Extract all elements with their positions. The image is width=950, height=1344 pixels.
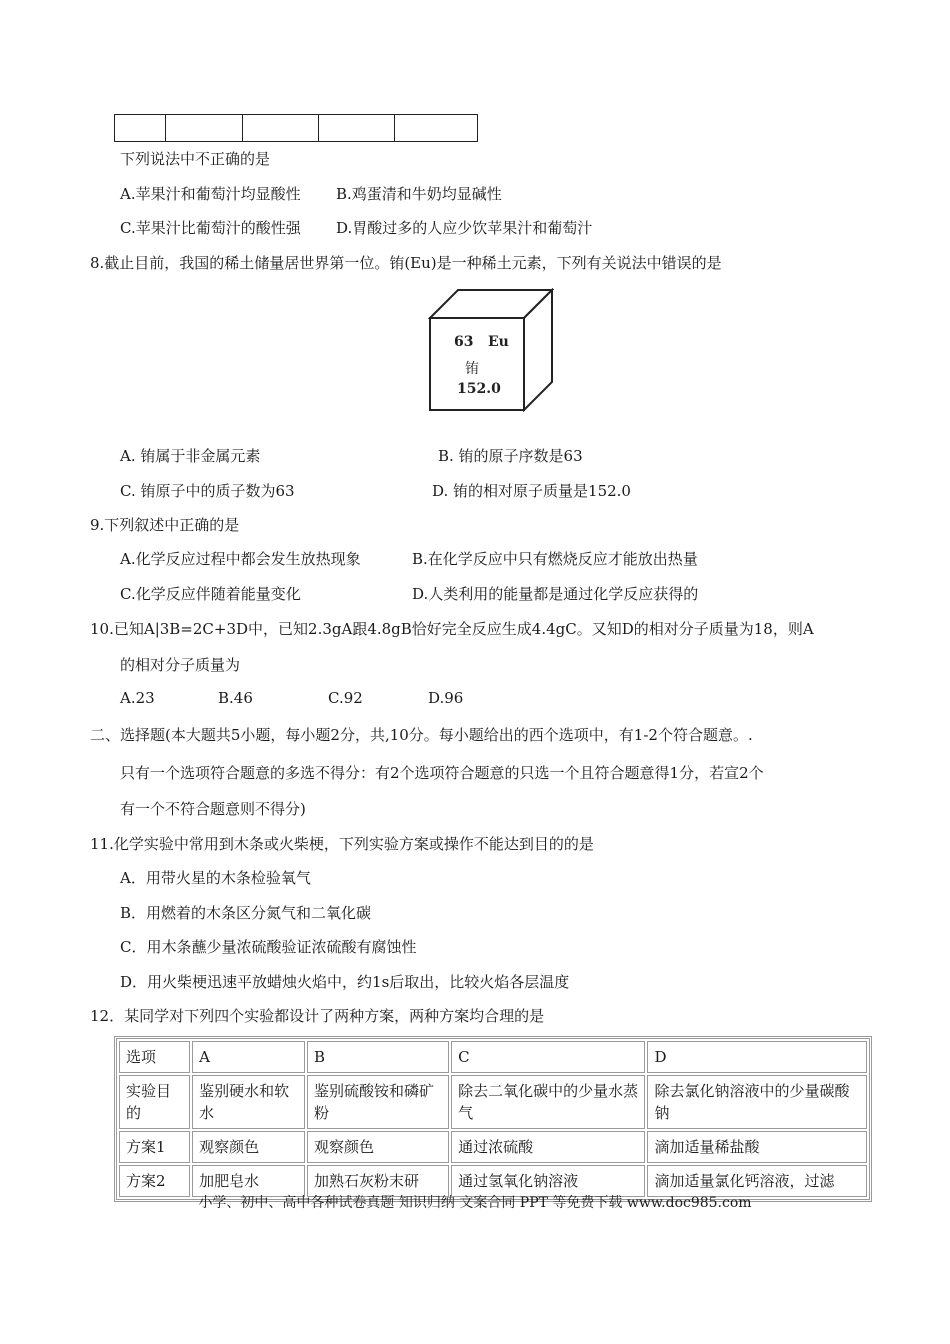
q8-stem: 8.截止目前，我国的稀土储量居世界第一位。铕(Eu)是一种稀土元素，下列有关说法中错误的是 — [90, 254, 722, 272]
table-row — [119, 1131, 867, 1163]
tile-symbol: Eu — [488, 334, 509, 350]
table-cell — [395, 115, 478, 142]
section2-instructions-line1: 二、选择题(本大题共5小题，每小题2分，共,10分。每小题给出的西个选项中，有1-2个符合题意。. — [90, 726, 753, 744]
table-cell: 观察颜色 — [192, 1131, 305, 1163]
q10-stem-line1: 10.已知A|3B=2C+3D中，已知2.3gA跟4.8gB恰好完全反应生成4.4gC。又知D的相对分子质量为18，则A — [90, 620, 814, 638]
table-cell: 方案1 — [119, 1131, 190, 1163]
page-footer: 小学、初中、高中各种试卷真题 知识归纳 文案合同 PPT 等免费下载 www.doc985.com — [198, 1195, 752, 1211]
q8-option-b: B. 铕的原子序数是63 — [438, 447, 583, 465]
tile-atomic-mass: 152.0 — [457, 381, 501, 397]
tile-element-name: 铕 — [465, 361, 479, 377]
q7-stem: 下列说法中不正确的是 — [120, 150, 271, 168]
table-cell: 加肥皂水 — [192, 1165, 305, 1197]
table-cell: 通过氢氧化钠溶液 — [451, 1165, 645, 1197]
table-row — [119, 1075, 867, 1129]
table-cell — [115, 115, 166, 142]
q9-option-c: C.化学反应伴随着能量变化 — [120, 585, 301, 603]
table-row — [119, 1041, 867, 1073]
q8-option-d: D. 铕的相对原子质量是152.0 — [432, 482, 631, 500]
q10-option-d: D.96 — [428, 689, 464, 707]
table-cell: A — [192, 1041, 305, 1073]
q9-option-d: D.人类利用的能量都是通过化学反应获得的 — [412, 585, 699, 603]
table-cell: 鉴别硫酸铵和磷矿粉 — [307, 1075, 449, 1129]
table-cell — [166, 115, 243, 142]
q11-option-a: A．用带火星的木条检验氧气 — [120, 869, 311, 887]
q10-option-c: C.92 — [328, 689, 363, 707]
q10-option-a: A.23 — [120, 689, 155, 707]
q11-option-b: B．用燃着的木条区分氮气和二氧化碳 — [120, 904, 372, 922]
table-cell: 加熟石灰粉末研 — [307, 1165, 449, 1197]
table-cell: 除去氯化钠溶液中的少量碳酸钠 — [647, 1075, 867, 1129]
q8-option-c: C. 铕原子中的质子数为63 — [120, 482, 295, 500]
q10-option-b: B.46 — [218, 689, 253, 707]
table-cell: C — [451, 1041, 645, 1073]
section2-instructions-line3: 有一个不符合题意则不得分) — [120, 800, 306, 818]
q11-option-d: D．用火柴梗迅速平放蜡烛火焰中，约1s后取出，比较火焰各层温度 — [120, 973, 570, 991]
tile-atomic-number: 63 — [454, 334, 474, 350]
q10-stem-line2: 的相对分子质量为 — [120, 656, 241, 674]
table-cell — [243, 115, 319, 142]
q9-option-a: A.化学反应过程中都会发生放热现象 — [120, 550, 361, 568]
q11-option-c: C．用木条蘸少量浓硫酸验证浓硫酸有腐蚀性 — [120, 938, 417, 956]
q8-option-a: A. 铕属于非金属元素 — [120, 447, 261, 465]
table-cell: D — [647, 1041, 867, 1073]
q12-stem: 12．某同学对下列四个实验都设计了两种方案，两种方案均合理的是 — [90, 1007, 545, 1025]
table-cell: 鉴别硬水和软水 — [192, 1075, 305, 1129]
q9-stem: 9.下列叙述中正确的是 — [90, 516, 240, 534]
q7-option-d: D.胃酸过多的人应少饮苹果汁和葡萄汁 — [336, 219, 593, 237]
element-tile-figure — [428, 288, 554, 412]
q7-option-b: B.鸡蛋清和牛奶均显碱性 — [336, 185, 502, 203]
table-cell: 方案2 — [119, 1165, 190, 1197]
ph-table-fragment — [114, 114, 478, 142]
q9-option-b: B.在化学反应中只有燃烧反应才能放出热量 — [412, 550, 698, 568]
q12-options-table — [114, 1036, 872, 1202]
table-cell: 滴加适量氯化钙溶液，过滤 — [647, 1165, 867, 1197]
table-cell: B — [307, 1041, 449, 1073]
table-cell: 通过浓硫酸 — [451, 1131, 645, 1163]
section2-instructions-line2: 只有一个选项符合题意的多选不得分：有2个选项符合题意的只选一个且符合题意得1分，若宣2个 — [120, 764, 764, 782]
table-cell: 观察颜色 — [307, 1131, 449, 1163]
q11-stem: 11.化学实验中常用到木条或火柴梗，下列实验方案或操作不能达到目的的是 — [90, 835, 594, 853]
table-cell: 除去二氧化碳中的少量水蒸气 — [451, 1075, 645, 1129]
table-cell: 实验目的 — [119, 1075, 190, 1129]
q7-option-c: C.苹果汁比葡萄汁的酸性强 — [120, 219, 301, 237]
q7-option-a: A.苹果汁和葡萄汁均显酸性 — [120, 185, 301, 203]
table-cell: 滴加适量稀盐酸 — [647, 1131, 867, 1163]
table-cell — [319, 115, 395, 142]
table-cell: 选项 — [119, 1041, 190, 1073]
